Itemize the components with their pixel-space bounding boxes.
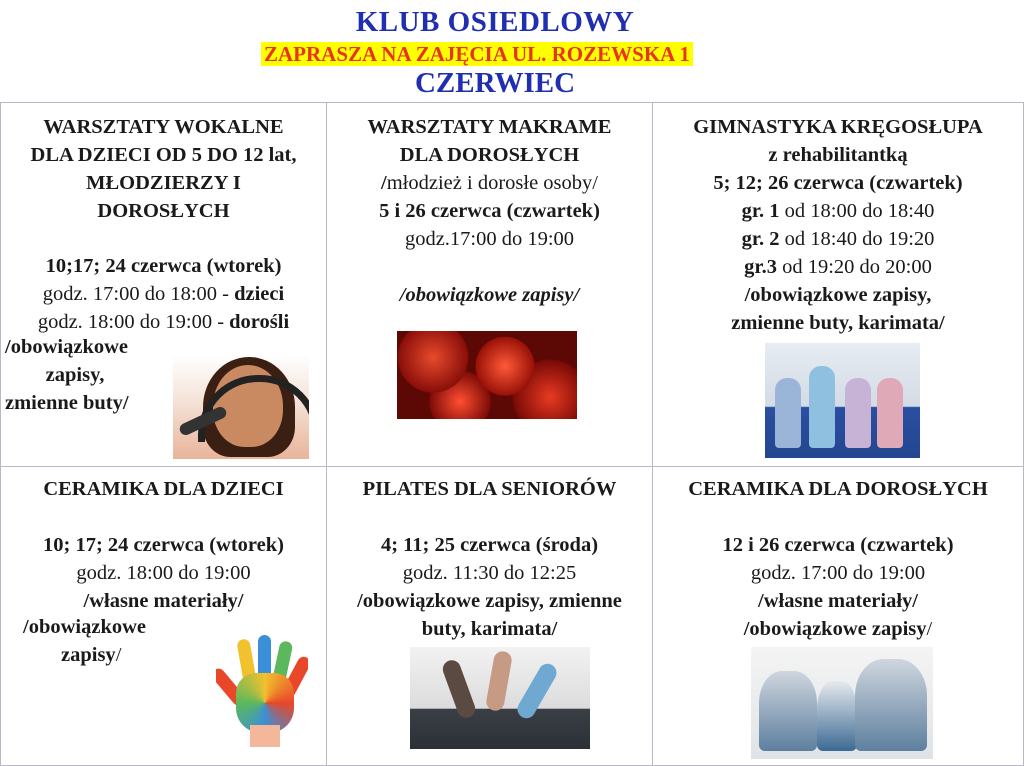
- vocal-title-1: WARSZTATY WOKALNE: [43, 116, 284, 138]
- gym-title-1: GIMNASTYKA KRĘGOSŁUPA: [693, 116, 983, 138]
- ceramics-adults-time: godz. 17:00 do 19:00: [750, 562, 926, 584]
- gym-group-3-label: gr.3: [744, 256, 777, 278]
- vocal-note-3: zmienne buty/: [5, 392, 129, 414]
- macrame-audience: młodzież i dorosłe osoby/: [386, 172, 598, 194]
- cell-pilates-seniors: [327, 467, 653, 766]
- gym-group-1-time: od 18:00 do 18:40: [779, 200, 935, 222]
- pilates-title: PILATES DLA SENIORÓW: [362, 478, 617, 500]
- vocal-title-3: MŁODZIERZY I: [86, 172, 241, 194]
- gym-title-2: z rehabilitantką: [768, 144, 908, 166]
- pilates-note-2: buty, karimata/: [421, 618, 558, 640]
- macrame-note: /obowiązkowe zapisy/: [399, 284, 580, 306]
- vocal-note-1: /obowiązkowe: [5, 336, 128, 358]
- cell-ceramics-adults: [653, 467, 1024, 766]
- ceramic-angels-image: [751, 647, 933, 759]
- vocal-note-2: zapisy,: [45, 364, 105, 386]
- gym-dates: 5; 12; 26 czerwca (czwartek): [713, 172, 963, 194]
- vocal-time-adults: godz. 18:00 do 19:00 -: [37, 311, 230, 333]
- poster-header: [0, 0, 1024, 102]
- gym-group-3-time: od 19:20 do 20:00: [776, 256, 932, 278]
- cell-macrame-workshop: [327, 103, 653, 467]
- cell-spine-gymnastics: [653, 103, 1024, 467]
- yoga-image: [410, 647, 590, 749]
- ceramics-kids-title: CERAMIKA DLA DZIECI: [43, 478, 284, 500]
- vocal-time-kids: godz. 17:00 do 18:00 -: [42, 283, 235, 305]
- invitation-subtitle: ZAPRASZA NA ZAJĘCIA UL. ROZEWSKA 1: [261, 42, 693, 66]
- club-title: KLUB OSIEDLOWY: [355, 6, 635, 38]
- vocal-adults-label: dorośli: [229, 311, 290, 333]
- gym-group-2-label: gr. 2: [741, 228, 780, 250]
- ceramics-kids-note-1: /własne materiały/: [83, 590, 244, 612]
- ceramics-adults-note-2-slash: /: [926, 618, 933, 640]
- macrame-audience-slash: /: [381, 172, 387, 194]
- ceramics-kids-time: godz. 18:00 do 19:00: [76, 562, 251, 584]
- ceramics-kids-note-3-slash: /: [115, 644, 122, 666]
- ceramics-adults-note-1: /własne materiały/: [758, 590, 918, 612]
- gym-group-2-time: od 18:40 do 19:20: [779, 228, 935, 250]
- macrame-time: godz.17:00 do 19:00: [404, 228, 575, 250]
- ceramics-kids-note-3: zapisy: [61, 644, 116, 666]
- pilates-time: godz. 11:30 do 12:25: [402, 562, 577, 584]
- vocal-dates: 10;17; 24 czerwca (wtorek): [45, 255, 282, 277]
- gym-note-2: zmienne buty, karimata/: [731, 312, 945, 334]
- seniors-exercise-image: [765, 343, 920, 458]
- ceramics-adults-dates: 12 i 26 czerwca (czwartek): [722, 534, 954, 556]
- pilates-note-1: /obowiązkowe zapisy, zmienne: [357, 590, 622, 612]
- macrame-title-2: DLA DOROSŁYCH: [399, 144, 580, 166]
- vocal-kids-label: dzieci: [234, 283, 285, 305]
- ceramics-adults-title: CERAMIKA DLA DOROSŁYCH: [688, 478, 988, 500]
- ceramics-kids-dates: 10; 17; 24 czerwca (wtorek): [43, 534, 284, 556]
- macrame-title-1: WARSZTATY MAKRAME: [367, 116, 612, 138]
- vocal-title-4: DOROSŁYCH: [97, 200, 230, 222]
- month-heading: CZERWIEC: [414, 67, 576, 99]
- vocal-title-2: DLA DZIECI OD 5 DO 12 lat,: [30, 144, 297, 166]
- ceramics-kids-note-2: /obowiązkowe: [23, 616, 146, 638]
- activities-table: [0, 102, 1024, 766]
- singing-girl-image: [173, 355, 309, 459]
- cell-vocal-workshop: [1, 103, 327, 467]
- gym-note-1: /obowiązkowe zapisy,: [744, 284, 932, 306]
- roses-image: [397, 331, 577, 419]
- pilates-dates: 4; 11; 25 czerwca (środa): [380, 534, 599, 556]
- ceramics-adults-note-2: /obowiązkowe zapisy: [743, 618, 927, 640]
- painted-hand-image: [216, 635, 308, 747]
- gym-group-1-label: gr. 1: [741, 200, 780, 222]
- macrame-dates: 5 i 26 czerwca (czwartek): [379, 200, 600, 222]
- cell-ceramics-kids: [1, 467, 327, 766]
